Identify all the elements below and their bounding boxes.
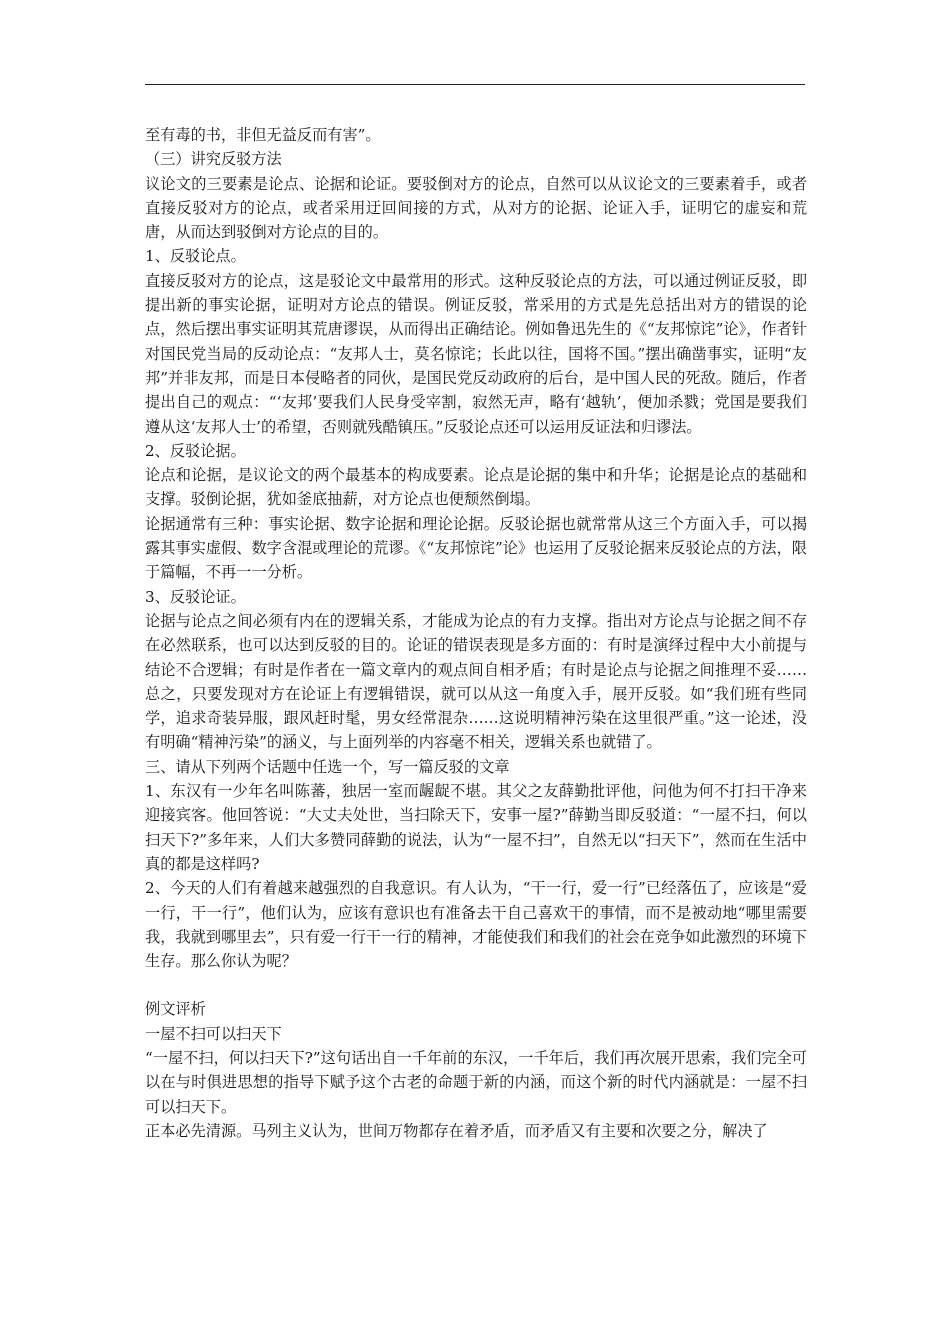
section-heading: 三、请从下列两个话题中任选一个，写一篇反驳的文章 <box>145 757 510 776</box>
paragraph: 正本必先清源。马列主义认为，世间万物都存在着矛盾，而矛盾又有主要和次要之分，解决了 <box>145 1121 768 1140</box>
paragraph: 至有毒的书，非但无益反而有害”。 <box>145 126 381 144</box>
subsection-heading: 2、反驳论据。 <box>145 441 246 460</box>
paragraph: 议论文的三要素是论点、论据和论证。要驳倒对方的论点，自然可以从议论文的三要素着手，或者直接反驳对方的论点，或者采用迂回间接的方式，从对方的论据、论证入手，证明它的虚妄和荒唐，从而达到驳倒对方论点的目的。 <box>145 174 807 242</box>
paragraph: 2、今天的人们有着越来越强烈的自我意识。有人认为，“干一行，爱一行”已经落伍了，应该是“爱一行，干一行”，他们认为，应该有意识也有准备去干自己喜欢干的事情，而不是被动地“哪里需要我，我就到哪里去”，只有爱一行干一行的精神，才能使我们和我们的社会在竞争如此激烈的环境下生存。那么你认为呢？ <box>145 879 807 971</box>
subsection-heading: 1、反驳论点。 <box>145 247 246 266</box>
subsection-heading: 3、反驳论证。 <box>145 587 246 606</box>
essay-title: 一屋不扫可以扫天下 <box>145 1024 282 1043</box>
document-body <box>145 123 807 1143</box>
section-heading: 例文评析 <box>145 1000 206 1019</box>
paragraph: “一屋不扫，何以扫天下?”这句话出自一千年前的东汉，一千年后，我们再次展开思索，我们完全可以在与时俱进思想的指导下赋予这个古老的命题于新的内涵，而这个新的时代内涵就是：一屋不扫可以扫天下。 <box>145 1048 807 1116</box>
paragraph: 论据与论点之间必须有内在的逻辑关系，才能成为论点的有力支撑。指出对方论点与论据之间不存在必然联系，也可以达到反驳的目的。论证的错误表现是多方面的：有时是演绎过程中大小前提与结论不合逻辑；有时是作者在一篇文章内的观点间自相矛盾；有时是论点与论据之间推理不妥……总之，只要发现对方在论证上有逻辑错误，就可以从这一角度入手，展开反驳。如“我们班有些同学，追求奇装异服，跟风赶时髦，男女经常混杂……这说明精神污染在这里很严重。”这一论述，没有明确“精神污染”的涵义，与上面列举的内容毫不相关，逻辑关系也就错了。 <box>145 611 807 752</box>
paragraph: 1、东汉有一少年名叫陈蕃，独居一室而龌龊不堪。其父之友薛勤批评他，问他为何不打扫干净来迎接宾客。他回答说：“大丈夫处世，当扫除天下，安事一屋?”薛勤当即反驳道：“一屋不扫，何以扫天下?”多年来，人们大多赞同薛勤的说法，认为“一屋不扫”，自然无以“扫天下”，然而在生活中真的都是这样吗? <box>145 782 807 873</box>
paragraph: 论据通常有三种：事实论据、数字论据和理论论据。反驳论据也就常常从这三个方面入手，可以揭露其事实虚假、数字含混或理论的荒谬。《“友邦惊诧”论》也运用了反驳论据来反驳论点的方法，限于篇幅，不再一一分析。 <box>145 514 807 582</box>
paragraph: 直接反驳对方的论点，这是驳论文中最常用的形式。这种反驳论点的方法，可以通过例证反驳，即提出新的事实论据，证明对方论点的错误。例证反驳，常采用的方式是先总括出对方的错误的论点，然后摆出事实证明其荒唐谬误，从而得出正确结论。例如鲁迅先生的《“友邦惊诧”论》，作者针对国民党当局的反动论点：“友邦人士，莫名惊诧；长此以往，国将不国。”摆出确凿事实，证明“友邦”并非友邦，而是日本侵略者的同伙，是国民党反动政府的后台，是中国人民的死敌。随后，作者提出自己的观点：“‘友邦’要我们人民身受宰割，寂然无声，略有‘越轨’，便加杀戮；党国是要我们遵从这‘友邦人士’的希望，否则就残酷镇压。”反驳论点还可以运用反证法和归谬法。 <box>145 271 807 436</box>
section-heading: （三）讲究反驳方法 <box>145 150 282 169</box>
paragraph: 论点和论据，是议论文的两个最基本的构成要素。论点是论据的集中和升华；论据是论点的基础和支撑。驳倒论据，犹如釜底抽薪，对方论点也便颓然倒塌。 <box>145 466 807 509</box>
header-rule <box>145 84 805 85</box>
